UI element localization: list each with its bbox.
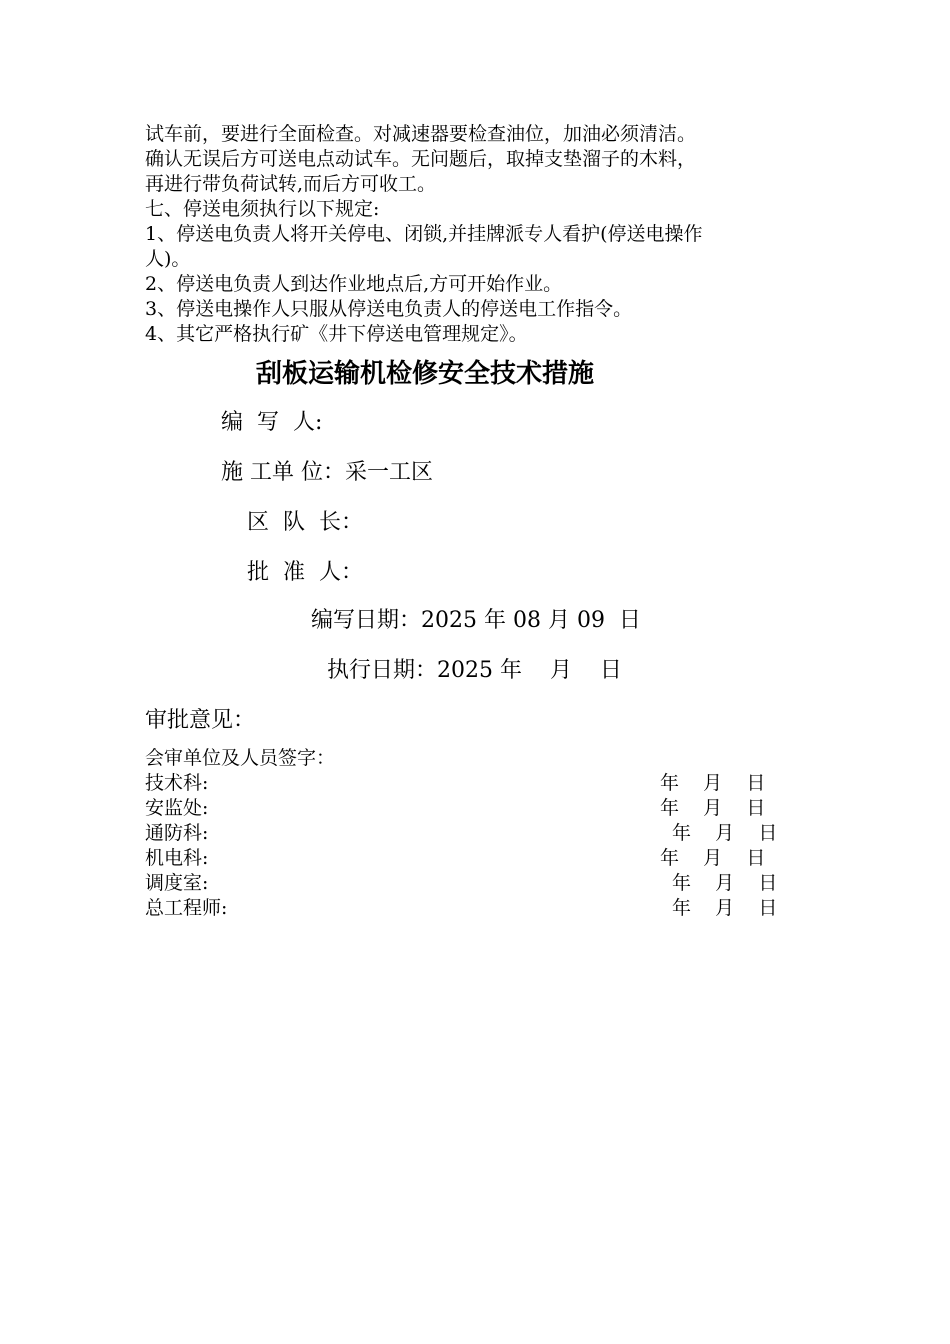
document-title: 刮板运输机检修安全技术措施 xyxy=(255,359,594,389)
signature-dept: 通防科: xyxy=(145,822,209,844)
signature-date: 年 月 日 xyxy=(672,872,778,894)
signature-date: 年 月 日 xyxy=(660,797,766,819)
exec-date-field: 执行日期：2025 年 月 日 xyxy=(327,658,622,683)
signature-date: 年 月 日 xyxy=(672,822,778,844)
signature-dept: 机电科: xyxy=(145,847,209,869)
signature-dept: 调度室: xyxy=(145,872,209,894)
signature-block xyxy=(145,746,805,921)
signature-row xyxy=(145,871,805,896)
approver-field: 批 准 人： xyxy=(247,560,363,585)
body-line: 再进行带负荷试转,而后方可收工。 xyxy=(145,173,437,195)
signature-heading: 会审单位及人员签字： xyxy=(145,747,336,769)
rule-item: 3、停送电操作人只服从停送电负责人的停送电工作指令。 xyxy=(145,298,633,320)
body-text xyxy=(145,122,815,347)
signature-row xyxy=(145,796,805,821)
captain-field: 区 队 长： xyxy=(247,510,363,535)
body-line: 试车前，要进行全面检查。对减速器要检查油位，加油必须清洁。 xyxy=(145,123,697,145)
unit-field: 施 工单 位：采一工区 xyxy=(221,460,433,485)
signature-row xyxy=(145,896,805,921)
signature-dept: 总工程师: xyxy=(145,897,228,919)
rule-item: 4、其它严格执行矿《井下停送电管理规定》。 xyxy=(145,323,528,345)
signature-date: 年 月 日 xyxy=(660,772,766,794)
signature-row xyxy=(145,821,805,846)
signature-date: 年 月 日 xyxy=(672,897,778,919)
approval-opinion-label: 审批意见： xyxy=(145,708,256,733)
write-date-field: 编写日期：2025 年 08 月 09 日 xyxy=(311,608,641,633)
signature-row xyxy=(145,771,805,796)
body-line: 确认无误后方可送电点动试车。无问题后，取掉支垫溜子的木料， xyxy=(145,148,697,170)
signature-date: 年 月 日 xyxy=(660,847,766,869)
author-field: 编 写 人: xyxy=(221,410,323,435)
signature-dept: 技术科: xyxy=(145,772,209,794)
rule-item: 2、停送电负责人到达作业地点后,方可开始作业。 xyxy=(145,273,563,295)
rule-item: 1、停送电负责人将开关停电、闭锁,并挂牌派专人看护(停送电操作 xyxy=(145,223,703,245)
signature-row xyxy=(145,846,805,871)
rule-item-continued: 人)。 xyxy=(145,248,191,270)
signature-dept: 安监处: xyxy=(145,797,209,819)
section-heading: 七、停送电须执行以下规定: xyxy=(145,198,380,220)
